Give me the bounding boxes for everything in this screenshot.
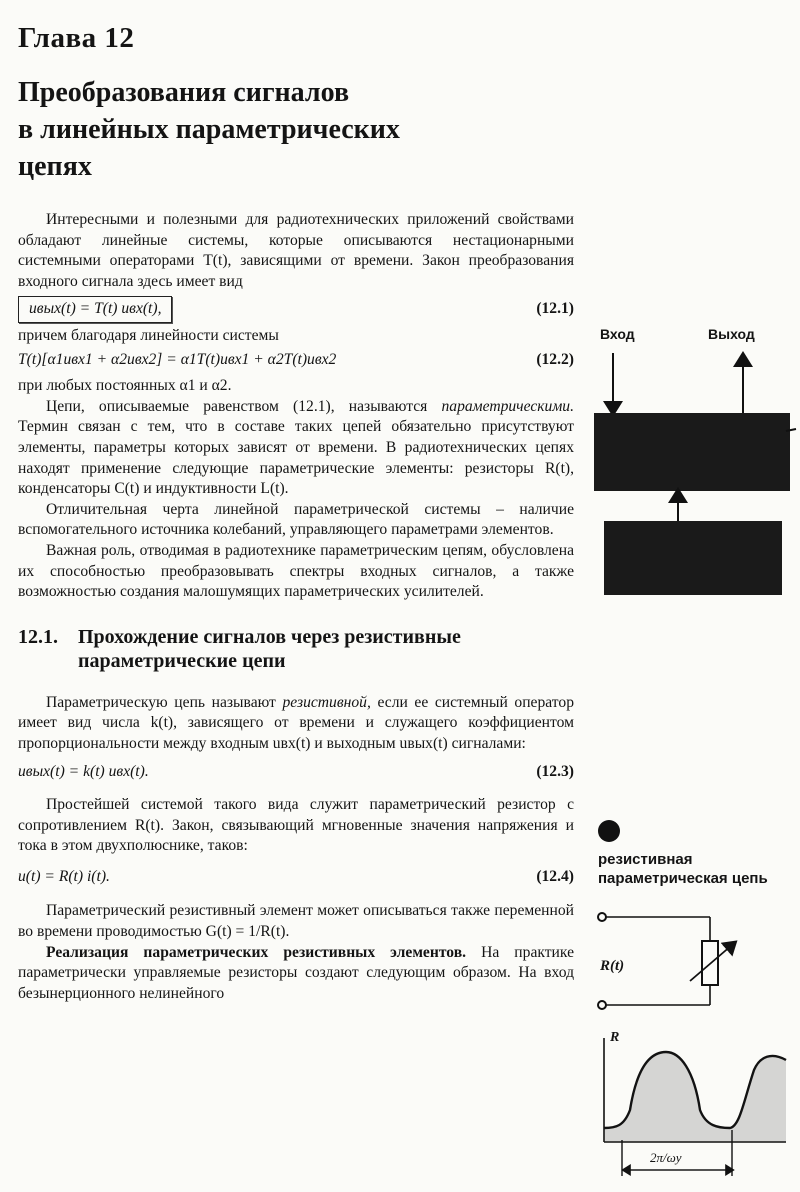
intro-paragraph-4-rest: Термин связан с тем, что в составе таких цепей обязательно присутствуют элементы, параметры которых зависят от времени. В радиотехнических цепях находят применение следующие параметрические элементы: резисторы R(t), конденсаторы C(t) и индуктивности L(t). xyxy=(18,418,574,498)
equation-12-1 xyxy=(18,296,574,323)
chapter-title-line-1: Преобразования сигналов xyxy=(18,77,350,108)
resistance-label: R(t) xyxy=(600,958,625,974)
variable-arrow xyxy=(690,945,732,981)
section-number: 12.1. xyxy=(18,625,58,648)
graph-axis-label: R xyxy=(610,1030,620,1045)
chapter-title-line-3: цепях xyxy=(18,151,92,182)
chapter-title xyxy=(18,74,578,185)
equation-12-2 xyxy=(18,350,574,371)
section-title-line-2: параметрические цепи xyxy=(78,649,286,672)
margin-bullet-icon xyxy=(598,820,620,842)
chapter-title-line-2: в линейных параметрических xyxy=(18,114,400,145)
terminal-top xyxy=(598,913,606,921)
parametric-system-block xyxy=(594,413,790,491)
section-paragraph-1-start: Параметрическую цепь называют xyxy=(46,693,283,711)
section-title-line-1: Прохождение сигналов через резистивные xyxy=(78,625,461,648)
equation-12-3 xyxy=(18,762,574,783)
equation-12-3-number: (12.3) xyxy=(536,763,574,781)
period-label: 2π/ωу xyxy=(650,1150,682,1165)
subheading-realization: Реализация параметрических резистивных элементов. xyxy=(46,943,467,961)
equation-12-1-number: (12.1) xyxy=(536,300,574,318)
chapter-heading: Глава 12 xyxy=(18,22,135,54)
equation-12-2-number: (12.2) xyxy=(536,350,574,368)
main-text-column xyxy=(18,210,574,1004)
term-parametric: параметрическими. xyxy=(441,397,574,415)
equation-12-4 xyxy=(18,867,574,888)
intro-paragraph-3: при любых постоянных α1 и α2. xyxy=(18,377,232,395)
terminal-bottom xyxy=(598,1001,606,1009)
input-label: Вход xyxy=(600,326,635,342)
equation-12-2-formula: T(t)[α1uвх1 + α2uвх2] = α1T(t)uвх1 + α2T(t)uвх2 xyxy=(18,350,337,368)
intro-paragraph-4 xyxy=(18,397,574,500)
control-oscillator-block xyxy=(604,521,782,595)
output-label: Выход xyxy=(708,326,755,342)
section-heading xyxy=(18,625,574,673)
intro-paragraph-5: Отличительная черта линейной параметрической системы – наличие вспомогательного источника колебаний, управляющего параметрами элементов. xyxy=(18,500,574,539)
section-paragraph-1-rest: если ее системный оператор имеет вид числа k(t), зависящего от времени и служащего коэффициентом пропорциональности между входным uвх(t) и выходным uвых(t) сигналами: xyxy=(18,693,574,752)
intro-paragraph-4-start: Цепи, описываемые равенством (12.1), называются xyxy=(46,397,442,415)
intro-paragraph-1: Интересными и полезными для радиотехнических приложений свойствами обладают линейные системы, которые описываются нестационарными системными операторами T(t), зависящими от времени. Закон преобразования входного сигнала здесь имеет вид xyxy=(18,211,574,290)
resistance-time-graph xyxy=(596,1030,796,1192)
intro-paragraph-2: причем благодаря линейности системы xyxy=(18,326,279,344)
equation-12-3-formula: uвых(t) = k(t) uвх(t). xyxy=(18,763,149,781)
section-paragraph-3: Параметрический резистивный элемент может описываться также переменной во времени проводимостью G(t) = 1/R(t). xyxy=(18,902,574,941)
equation-12-4-number: (12.4) xyxy=(536,867,574,885)
section-paragraph-2: Простейшей системой такого вида служит параметрический резистор с сопротивлением R(t). Закон, связывающий мгновенные значения напряжения и тока в этом двухполюснике, таков: xyxy=(18,796,574,855)
equation-12-1-formula: uвых(t) = T(t) uвх(t), xyxy=(18,296,172,323)
section-paragraph-4 xyxy=(18,943,574,1005)
intro-paragraph-6: Важная роль, отводимая в радиотехнике параметрическим цепям, обусловлена их способностью преобразовывать спектры входных сигналов, а также возможностью создания малошумящих параметрических усилителей. xyxy=(18,541,574,601)
equation-12-4-formula: u(t) = R(t) i(t). xyxy=(18,867,110,885)
section-paragraph-4-rest: На практике параметрически управляемые резисторы создают следующим образом. На вход безынерционного нелинейного xyxy=(18,943,575,1002)
sidebar-term: резистивная параметрическая цепь xyxy=(598,851,768,887)
section-paragraph-1 xyxy=(18,693,574,755)
block-diagram xyxy=(590,345,800,600)
term-resistive: резистивной, xyxy=(282,693,371,711)
